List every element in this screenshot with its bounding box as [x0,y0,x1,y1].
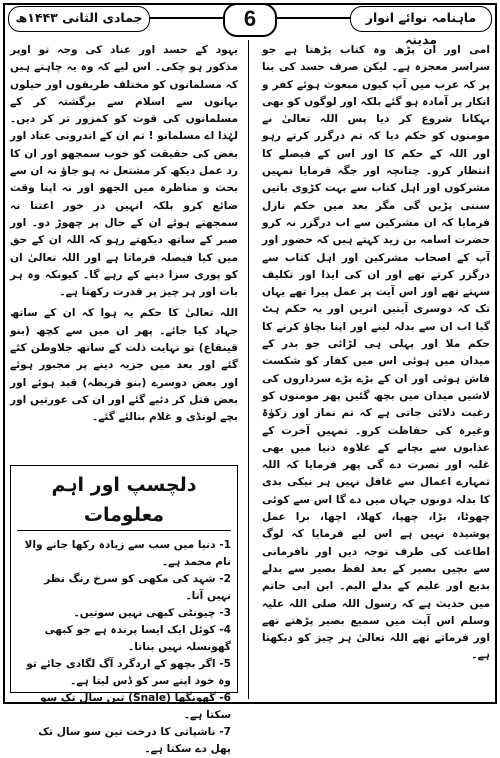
right-column [262,42,490,669]
right-column-paragraph: امی اور ان پڑھ وہ کتاب پڑھتا ہے جو سراسر معجزہ ہے۔ لیکن صرف حسد کی بنا پر کہ عرب میں آپ کیوں مبعوث ہوئے کفر و انکار پر آمادہ ہو گئے بلکہ اور لوگوں کو بھی بہکانا شروع کر دیا پس اللہ تعالیٰ نے مومنوں کو حکم دیا کہ تم درگزر کرتے رہو اور اللہ کے حکم کا اور اس کے فیصلے کا انتظار کرو۔ چنانچہ اور جگہ فرمایا تمہیں مشرکوں اور اہل کتاب سے بہت کڑوی باتیں سننی پڑیں گی مگر بعد میں حکم نازل فرمایا کہ ان مشرکین سے اب درگزر نہ کرو حضرت اسامہ بن زید کہتے ہیں کہ حضور اور آپ کے اصحاب مشرکین اور اہل کتاب سے درگزر کرتے تھے اور ان کی ایذا اور تکلیف سہتے تھے اور اس آیت پر عمل پیرا تھے یہاں تک کہ دوسری آیتیں اتریں اور یہ حکم ہٹ گیا اب ان سے بدلہ لینے اور اپنا بچاؤ کرنے کا حکم ملا اور پہلی ہی لڑائی جو بدر کے میدان میں ہوئی اس میں کفار کو شکست فاش ہوئی اور ان کے بڑے بڑے سرداروں کی لاشیں میدان میں بچھ گئیں پھر مومنوں کو رغبت دلائی جاتی ہے کہ تم نماز اور زکوٰۃ وغیرہ کی حفاظت کرو۔ تمہیں آخرت کے عذابوں سے بچانے کے علاوہ دنیا میں بھی غلبہ اور نصرت دے گی پھر فرمایا کہ اللہ تمہارے اعمال سے غافل نہیں ہر نیکی بدی کا بدلہ دونوں جہاں میں دے گا اس سے کوئی چھوٹا، بڑا، چھپا، کھلا، اچھا، برا عمل پوشیدہ نہیں ہے اس لیے فرمایا کہ لوگ اطاعت کی طرف توجہ دیں اور نافرمانی سے بچیں بصیر کے بعد لفظ بصیر سے بدلے بدیع اور علیم کے بدلے الیم۔ ابن ابی حاتم میں حدیث ہے کہ رسول اللہ صلی اللہ علیہ وسلم اس آیت میں سمیع بصیر پڑھتے تھے اور فرماتے تھے اللہ تعالیٰ ہر چیز کو دیکھتا ہے۔ [262,44,490,662]
left-column-paragraph-2: اللہ تعالیٰ کا حکم یہ ہوا کہ ان کے ساتھ جہاد کیا جائے۔ پھر ان میں سے کچھ (بنو قینقاع) تو نہایت ذلت کے ساتھ جلاوطن کئے گئے اور بعد میں جزیہ دینے پر مجبور ہوئے اور بعض دوسرے (بنو قریظہ) قید ہوئے اور بعض قتل کر دئیے گئے اور ان کی عورتیں اور بچے لونڈی و غلام بنالئے گئے۔ [10,307,238,424]
info-item: 6- گھونگھا (Snale) تین سال تک سو سکتا ہے۔ [40,692,231,721]
info-item: 7- ناشپاتی کا درخت تین سو سال تک پھل دے سکتا ہے۔ [38,726,231,755]
info-item: 5- اگر بچھو کے اردگرد آگ لگادی جائے تو وہ خود اپنے سر کو ڈس لیتا ہے۔ [26,658,231,687]
page-header [8,6,492,47]
left-column-paragraph-1: یہود کے حسد اور عناد کی وجہ تو اوپر مذکور ہو چکی۔ اس لیے کہ وہ یہ چاہتے ہیں کہ مسلمانوں کو مختلف طریقوں اور حیلوں بہانوں سے اسلام سے برگشتہ کر کے مسلمانوں کی قوت کو کمزور تر کر دیں۔ لہٰذا اے مسلمانو ! تم ان کے اندرونی عناد اور بغض کی حقیقت کو خوب سمجھو اور ان کا رد عمل دیکھ کر مشتعل نہ ہو جاؤ نہ ان سے بحث و مناظرہ میں الجھو اور نہ اپنا وقت ضائع کرو بلکہ انہیں در خور اعتنا نہ سمجھتے ہوئے ان کے حال پر چھوڑ دو۔ اور صبر کے ساتھ دیکھتے رہو کہ اللہ ان کے حق میں کیا فیصلہ فرماتا ہے اور اللہ تعالیٰ ان کو پوری سزا دینے کے رہے گا۔ کیونکہ وہ ہر بات اور ہر چیز پر قدرت رکھتا ہے۔ [10,44,238,299]
header-rule-right [267,17,352,19]
magazine-title: ماہنامہ نوائے انوار مدینہ [350,6,492,32]
info-item: 2- شہد کی مکھی کو سرخ رنگ نظر نہیں آتا۔ [44,573,231,602]
info-item: 4- کوئل ایک ایسا پرندہ ہے جو کبھی گھونسلہ نہیں بناتا۔ [44,624,231,653]
info-item: 1- دنیا میں سب سے زیادہ رکھا جانے والا نام محمد ہے۔ [24,539,231,568]
issue-date: جمادی الثانی ۱۴۴۳ھ [8,6,150,32]
header-rule-left [148,17,233,19]
page-number: 6 [223,3,277,37]
info-box-title: دلچسپ اور اہم معلومات [17,470,231,531]
info-item: 3- چیونٹی کبھی نہیں سوتیں۔ [73,607,231,619]
left-column [10,42,238,431]
column-divider [248,40,249,699]
info-box [10,465,238,755]
